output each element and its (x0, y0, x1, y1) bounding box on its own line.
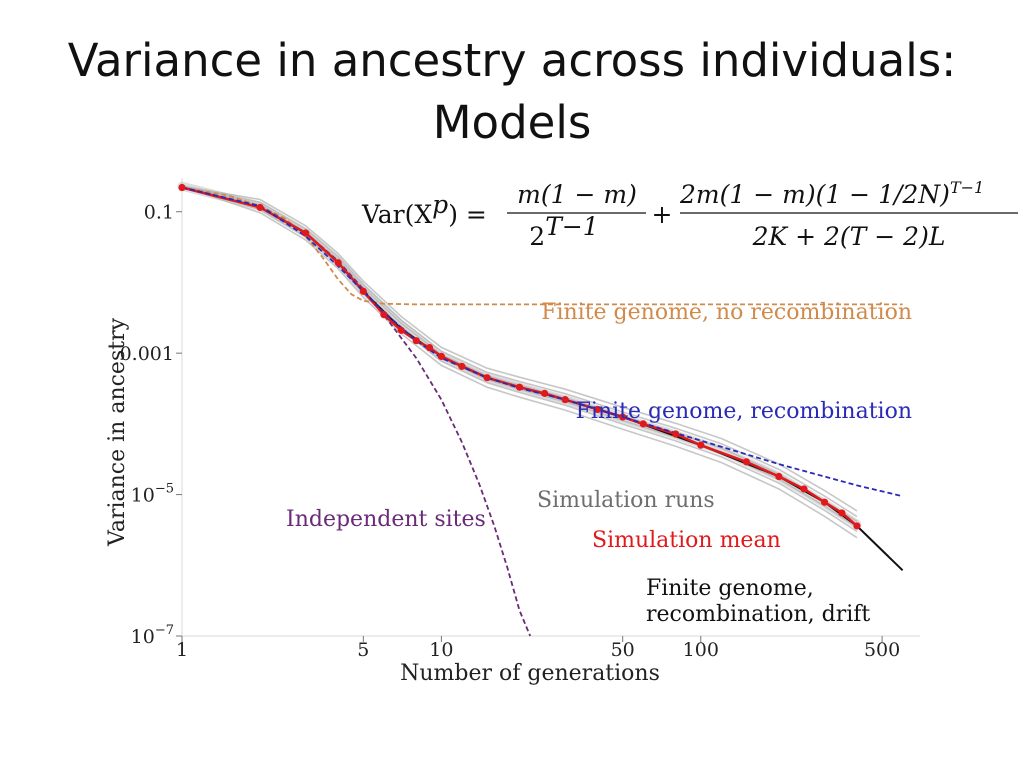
annotation-drift-line-1: Finite genome, (646, 576, 814, 601)
x-tick-label-3: 50 (610, 639, 635, 661)
x-tick-label-0: 1 (175, 639, 189, 661)
annotation-drift-line-2: recombination, drift (646, 602, 871, 627)
slide-title-line-2: Models (432, 96, 592, 149)
simulation-mean-point-0 (178, 184, 185, 191)
simulation-mean-point-23 (821, 499, 828, 506)
y-tick-label-3: $10^{-7}$ (130, 623, 174, 648)
equation-plus: + (651, 200, 673, 229)
simulation-mean-point-8 (426, 344, 433, 351)
equation-term1-numerator: m(1 − m) (517, 180, 637, 209)
simulation-mean-point-14 (562, 396, 569, 403)
equation-term2-denominator: 2K + 2(T − 2)L (752, 222, 946, 251)
annotation-no-recombination: Finite genome, no recombination (541, 300, 912, 325)
variance-equation (361, 178, 1018, 251)
x-tick-label-1: 5 (357, 639, 370, 661)
equation-term2-numerator: $2m(1 - m)(1 - 1/2N)^{T-1}$ (680, 178, 985, 209)
simulation-mean-point-13 (541, 390, 548, 397)
simulation-mean-point-9 (438, 353, 445, 360)
annotation-simulation-runs: Simulation runs (537, 488, 715, 513)
simulation-mean-point-2 (302, 229, 309, 236)
y-tick-label-0: 0.1 (143, 201, 174, 224)
equation-term1-denominator: 2T−1 (529, 212, 599, 251)
independent-line (182, 188, 530, 637)
simulation-mean-point-1 (256, 204, 263, 211)
simulation-mean-point-4 (360, 288, 367, 295)
simulation-mean-point-19 (697, 442, 704, 449)
y-axis-title: Variance in ancestry (105, 317, 130, 547)
simulation-mean-point-18 (672, 430, 679, 437)
x-tick-label-4: 100 (682, 639, 719, 661)
simulation-mean-point-7 (413, 337, 420, 344)
x-tick-label-2: 10 (429, 639, 454, 661)
simulation-mean-point-5 (380, 311, 387, 318)
simulation-mean-point-10 (458, 363, 465, 370)
simulation-mean-point-12 (516, 384, 523, 391)
simulation-mean-point-20 (743, 458, 750, 465)
simulation-mean-point-25 (853, 522, 860, 529)
equation-lhs: Var(Xp) = (362, 190, 487, 229)
simulation-mean-point-24 (838, 509, 845, 516)
simulation-mean-point-3 (335, 259, 342, 266)
simulation-mean-point-21 (775, 473, 782, 480)
simulation-mean-point-11 (483, 374, 490, 381)
y-tick-label-2: $10^{-5}$ (130, 481, 174, 507)
simulation-mean-point-6 (398, 327, 405, 334)
y-tick-label-1: 0.001 (119, 343, 174, 366)
slide-title-line-1: Variance in ancestry across individuals: (67, 34, 957, 87)
x-axis-title: Number of generations (400, 661, 660, 686)
annotation-simulation-mean: Simulation mean (592, 528, 781, 553)
x-tick-label-5: 500 (863, 639, 901, 661)
annotation-independent-sites: Independent sites (286, 507, 486, 532)
simulation-mean-point-22 (800, 485, 807, 492)
annotation-recombination: Finite genome, recombination (575, 399, 912, 424)
